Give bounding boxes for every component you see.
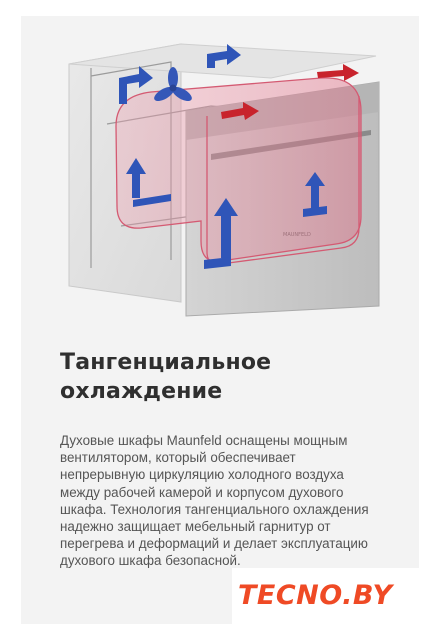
feature-description: Духовые шкафы Maunfeld оснащены мощным вентилятором, который обеспечивает непрерывную циркуляцию холодного воздуха между рабочей камерой и корпусом духового шкафа. Технология тангенциального охлаждения надежно защищает мебельный гарнитур от перегрева и деформаций и делает эксплуатацию духового шкафа безопасной. xyxy=(60,433,369,569)
title-line-1: Тангенциальное xyxy=(60,350,272,375)
title-line-2: охлаждение xyxy=(60,379,223,404)
feature-title xyxy=(60,348,390,406)
oven-cooling-illustration xyxy=(21,16,419,326)
site-watermark: TECNO.BY xyxy=(238,580,393,611)
